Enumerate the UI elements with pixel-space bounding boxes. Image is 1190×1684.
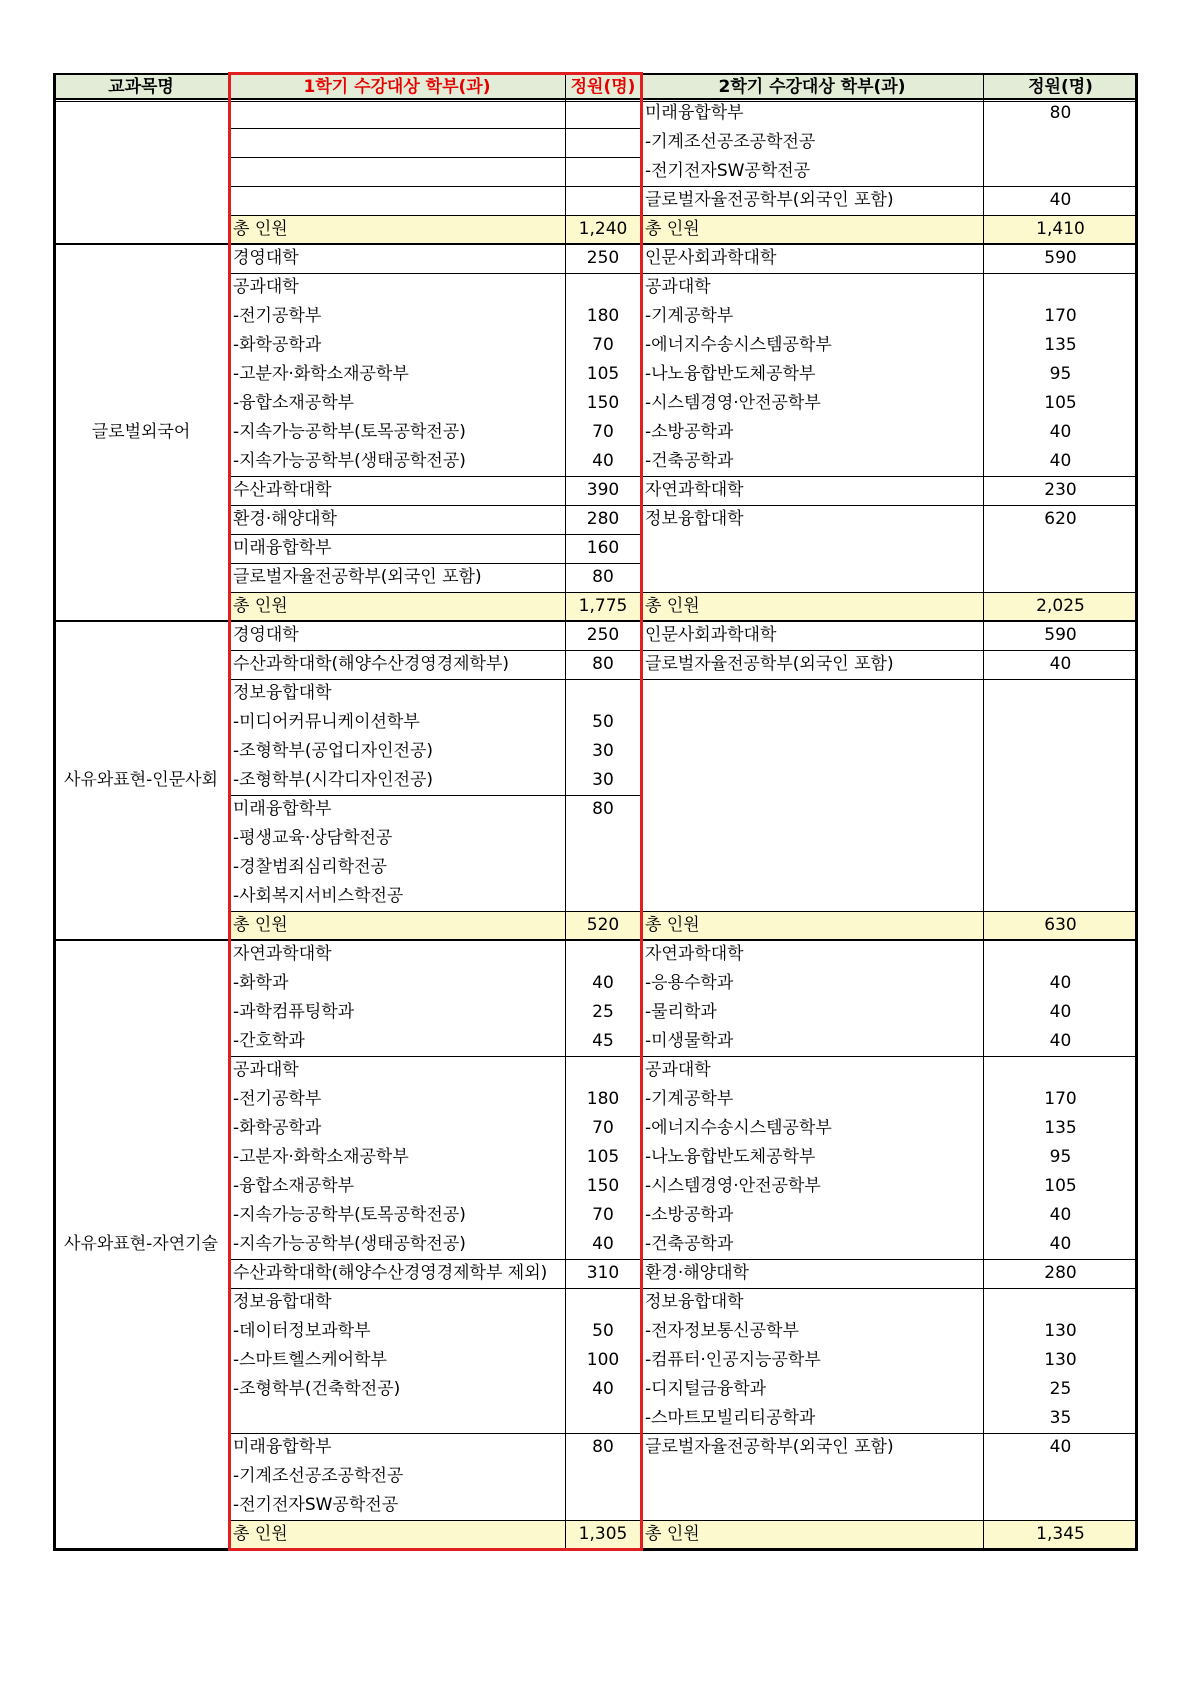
capacity-value: 620 — [1044, 509, 1077, 529]
department-name: -지속가능공학부(생태공학전공) — [233, 1234, 466, 1254]
grid-line — [983, 73, 984, 1551]
capacity-value: 30 — [592, 770, 614, 790]
capacity-value: 150 — [586, 1176, 620, 1196]
total-value: 1,345 — [1036, 1524, 1085, 1544]
capacity-value: 25 — [1049, 1379, 1072, 1399]
grid-line — [229, 534, 641, 535]
capacity-value: 70 — [592, 1205, 614, 1225]
header-course: 교과목명 — [53, 73, 229, 99]
capacity-value: 80 — [592, 799, 614, 819]
department-name: -컴퓨터·인공지능공학부 — [645, 1350, 821, 1370]
department-name: 미래융합학부 — [233, 799, 332, 819]
department-name: -디지털금융학과 — [645, 1379, 767, 1399]
grid-line — [1135, 73, 1138, 1551]
capacity-value — [983, 1491, 1138, 1520]
department-name: 미래융합학부 — [233, 538, 332, 558]
department-name: 정보융합대학 — [233, 1292, 332, 1312]
capacity-value — [565, 1462, 641, 1491]
department-name: 자연과학대학 — [645, 480, 744, 500]
department-name — [229, 157, 565, 186]
capacity-value: 95 — [1049, 364, 1072, 384]
department-name: -사회복지서비스학전공 — [233, 886, 404, 906]
course-name: 사유와표현-자연기술 — [64, 1234, 218, 1254]
capacity-value: 150 — [586, 393, 620, 413]
grid-line — [641, 679, 1138, 680]
grid-line — [641, 505, 1138, 506]
capacity-value — [565, 1288, 641, 1317]
department-name: 경영대학 — [233, 625, 299, 645]
department-name: 인문사회과학대학 — [645, 625, 777, 645]
department-name — [641, 1462, 983, 1491]
total-label: 총 인원 — [233, 915, 288, 935]
capacity-value: 170 — [1044, 1089, 1077, 1109]
department-name: -스마트모빌리티공학과 — [645, 1408, 816, 1428]
grid-line — [53, 1548, 1138, 1551]
capacity-value: 40 — [1049, 654, 1072, 674]
department-name: 환경·해양대학 — [645, 1263, 749, 1283]
department-name: 수산과학대학(해양수산경영경제학부) — [233, 654, 510, 674]
department-name: 공과대학 — [233, 277, 299, 297]
capacity-value: 45 — [592, 1031, 614, 1051]
department-name: -스마트헬스케어학부 — [233, 1350, 387, 1370]
grid-line — [229, 157, 641, 158]
capacity-value: 50 — [592, 1321, 614, 1341]
capacity-value: 130 — [1044, 1350, 1077, 1370]
capacity-value: 40 — [592, 973, 614, 993]
grid-line — [641, 215, 1138, 216]
capacity-value — [983, 853, 1138, 882]
grid-line — [229, 505, 641, 506]
capacity-value — [565, 1056, 641, 1085]
department-name: -과학컴퓨팅학과 — [233, 1002, 355, 1022]
department-name: -시스템경영·안전공학부 — [645, 393, 821, 413]
total-label: 총 인원 — [233, 219, 288, 239]
total-value: 1,775 — [578, 596, 628, 616]
department-name: -기계공학부 — [645, 1089, 734, 1109]
department-name: -전기공학부 — [233, 306, 322, 326]
enrollment-table — [53, 73, 1138, 1557]
department-name: 수산과학대학 — [233, 480, 332, 500]
department-name — [641, 679, 983, 708]
capacity-value — [565, 128, 641, 157]
department-name: 환경·해양대학 — [233, 509, 337, 529]
department-name — [641, 737, 983, 766]
capacity-value — [565, 186, 641, 215]
total-value: 520 — [586, 915, 620, 935]
department-name — [641, 795, 983, 824]
total-label: 총 인원 — [645, 915, 700, 935]
grid-line — [229, 1288, 641, 1289]
capacity-value: 40 — [1049, 422, 1072, 442]
department-name: -기계조선공조공학전공 — [233, 1466, 404, 1486]
grid-line — [229, 128, 641, 129]
department-name — [641, 1491, 983, 1520]
department-name: -기계조선공조공학전공 — [645, 132, 816, 152]
department-name: -고분자·화학소재공학부 — [233, 364, 409, 384]
capacity-value — [983, 273, 1138, 302]
grid-line — [641, 911, 1138, 912]
department-name: 글로벌자율전공학부(외국인 포함) — [233, 567, 482, 587]
capacity-value — [983, 563, 1138, 592]
grid-line — [565, 73, 566, 1551]
department-name: -지속가능공학부(토목공학전공) — [233, 1205, 466, 1225]
capacity-value: 40 — [1049, 1437, 1072, 1457]
total-value: 1,410 — [1036, 219, 1085, 239]
capacity-value: 105 — [586, 1147, 620, 1167]
department-name — [229, 128, 565, 157]
capacity-value: 40 — [1049, 451, 1072, 471]
department-name: -나노융합반도체공학부 — [645, 1147, 816, 1167]
capacity-value — [983, 940, 1138, 969]
department-name: 경영대학 — [233, 248, 299, 268]
capacity-value: 105 — [586, 364, 620, 384]
capacity-value: 30 — [592, 741, 614, 761]
department-name — [229, 186, 565, 215]
capacity-value — [565, 940, 641, 969]
capacity-value: 105 — [1044, 1176, 1077, 1196]
department-name: 인문사회과학대학 — [645, 248, 777, 268]
capacity-value: 70 — [592, 335, 614, 355]
grid-line — [229, 795, 641, 796]
grid-line — [229, 73, 230, 1551]
total-value: 1,305 — [578, 1524, 628, 1544]
header-capacity1: 정원(명) — [565, 73, 641, 99]
grid-line — [641, 1433, 1138, 1434]
capacity-value: 130 — [1044, 1321, 1077, 1341]
grid-line — [229, 1433, 641, 1434]
department-name — [641, 766, 983, 795]
capacity-value: 310 — [586, 1263, 620, 1283]
capacity-value: 250 — [586, 625, 620, 645]
capacity-value — [983, 1056, 1138, 1085]
grid-line — [641, 592, 1138, 593]
department-name — [229, 1404, 565, 1433]
department-name: -물리학과 — [645, 1002, 717, 1022]
course-name: 사유와표현-인문사회 — [64, 770, 218, 790]
total-value: 2,025 — [1036, 596, 1085, 616]
department-name: 자연과학대학 — [233, 944, 332, 964]
department-name: -지속가능공학부(토목공학전공) — [233, 422, 466, 442]
capacity-value: 95 — [1049, 1147, 1072, 1167]
department-name: 수산과학대학(해양수산경영경제학부 제외) — [233, 1263, 548, 1283]
grid-line — [229, 563, 641, 564]
capacity-value: 160 — [586, 538, 620, 558]
capacity-value: 250 — [586, 248, 620, 268]
capacity-value — [565, 824, 641, 853]
department-name: 글로벌자율전공학부(외국인 포함) — [645, 654, 894, 674]
capacity-value: 40 — [1049, 1002, 1072, 1022]
department-name: -에너지수송시스템공학부 — [645, 1118, 832, 1138]
department-name: -소방공학과 — [645, 422, 734, 442]
department-name: -고분자·화학소재공학부 — [233, 1147, 409, 1167]
capacity-value — [983, 824, 1138, 853]
course-name — [53, 99, 229, 244]
department-name: -전기전자SW공학전공 — [645, 161, 811, 181]
department-name — [641, 563, 983, 592]
capacity-value: 40 — [1049, 1031, 1072, 1051]
grid-line — [229, 476, 641, 477]
capacity-value: 180 — [586, 306, 620, 326]
grid-line — [53, 98, 1138, 100]
capacity-value: 35 — [1049, 1408, 1072, 1428]
total-value: 630 — [1044, 915, 1077, 935]
capacity-value: 170 — [1044, 306, 1077, 326]
capacity-value: 40 — [1049, 1234, 1072, 1254]
department-name: 정보융합대학 — [645, 1292, 744, 1312]
total-value: 1,240 — [578, 219, 628, 239]
department-name: -간호학과 — [233, 1031, 305, 1051]
capacity-value: 70 — [592, 422, 614, 442]
department-name — [641, 824, 983, 853]
capacity-value — [983, 679, 1138, 708]
capacity-value: 390 — [586, 480, 620, 500]
department-name: -전자정보통신공학부 — [645, 1321, 799, 1341]
capacity-value — [983, 766, 1138, 795]
department-name: -화학과 — [233, 973, 289, 993]
capacity-value: 40 — [1049, 973, 1072, 993]
department-name: -건축공학과 — [645, 1234, 734, 1254]
capacity-value — [565, 679, 641, 708]
total-label: 총 인원 — [645, 596, 700, 616]
department-name: 공과대학 — [645, 1060, 711, 1080]
capacity-value — [565, 1404, 641, 1433]
capacity-value: 100 — [586, 1350, 620, 1370]
department-name: -전기공학부 — [233, 1089, 322, 1109]
department-name — [641, 534, 983, 563]
department-name: -응용수학과 — [645, 973, 734, 993]
capacity-value: 135 — [1044, 335, 1077, 355]
grid-line — [229, 215, 641, 216]
department-name: -데이터정보과학부 — [233, 1321, 371, 1341]
department-name: -화학공학과 — [233, 335, 322, 355]
capacity-value: 25 — [592, 1002, 614, 1022]
grid-line — [229, 650, 641, 651]
grid-line — [53, 101, 1138, 102]
grid-line — [641, 186, 1138, 187]
department-name: 글로벌자율전공학부(외국인 포함) — [645, 190, 894, 210]
capacity-value: 135 — [1044, 1118, 1077, 1138]
capacity-value — [565, 1491, 641, 1520]
capacity-value — [565, 99, 641, 128]
capacity-value: 40 — [592, 451, 614, 471]
department-name: -소방공학과 — [645, 1205, 734, 1225]
department-name: 정보융합대학 — [233, 683, 332, 703]
capacity-value — [983, 1462, 1138, 1491]
capacity-value — [983, 795, 1138, 824]
capacity-value: 40 — [592, 1379, 614, 1399]
department-name — [229, 99, 565, 128]
total-label: 총 인원 — [233, 1524, 288, 1544]
department-name: -건축공학과 — [645, 451, 734, 471]
capacity-value — [983, 157, 1138, 186]
capacity-value — [983, 882, 1138, 911]
header-capacity2: 정원(명) — [983, 73, 1138, 99]
department-name: 미래융합학부 — [645, 103, 744, 123]
grid-line — [229, 1056, 641, 1057]
department-name: 공과대학 — [645, 277, 711, 297]
capacity-value — [565, 157, 641, 186]
capacity-value: 280 — [1044, 1263, 1077, 1283]
grid-line — [229, 1520, 641, 1521]
capacity-value: 40 — [1049, 190, 1072, 210]
capacity-value: 70 — [592, 1118, 614, 1138]
department-name: -융합소재공학부 — [233, 393, 355, 413]
capacity-value: 80 — [1049, 103, 1072, 123]
department-name: -지속가능공학부(생태공학전공) — [233, 451, 466, 471]
total-label: 총 인원 — [645, 219, 700, 239]
grid-line — [641, 73, 642, 1551]
capacity-value — [983, 128, 1138, 157]
grid-line — [229, 679, 641, 680]
grid-line — [229, 186, 641, 187]
capacity-value: 40 — [592, 1234, 614, 1254]
capacity-value — [983, 737, 1138, 766]
department-name: -에너지수송시스템공학부 — [645, 335, 832, 355]
department-name: 미래융합학부 — [233, 1437, 332, 1457]
capacity-value: 80 — [592, 654, 614, 674]
department-name: -전기전자SW공학전공 — [233, 1495, 399, 1515]
department-name: -경찰범죄심리학전공 — [233, 857, 387, 877]
grid-line — [641, 650, 1138, 651]
capacity-value: 80 — [592, 567, 614, 587]
capacity-value: 590 — [1044, 625, 1077, 645]
capacity-value — [565, 853, 641, 882]
capacity-value: 180 — [586, 1089, 620, 1109]
grid-line — [229, 273, 641, 274]
department-name: -평생교육·상담학전공 — [233, 828, 393, 848]
department-name — [641, 708, 983, 737]
department-name: -조형학부(건축학전공) — [233, 1379, 401, 1399]
header-semester1: 1학기 수강대상 학부(과) — [229, 73, 565, 99]
department-name: 자연과학대학 — [645, 944, 744, 964]
capacity-value: 105 — [1044, 393, 1077, 413]
header-semester2: 2학기 수강대상 학부(과) — [641, 73, 983, 99]
course-name: 글로벌외국어 — [91, 422, 191, 442]
grid-line — [53, 73, 1138, 75]
department-name: 정보융합대학 — [645, 509, 744, 529]
department-name — [641, 853, 983, 882]
department-name: 공과대학 — [233, 1060, 299, 1080]
grid-line — [53, 73, 56, 1551]
grid-line — [641, 1056, 1138, 1057]
capacity-value — [983, 708, 1138, 737]
capacity-value: 40 — [1049, 1205, 1072, 1225]
grid-line — [641, 1520, 1138, 1521]
capacity-value — [565, 882, 641, 911]
department-name: -나노융합반도체공학부 — [645, 364, 816, 384]
grid-line — [641, 1288, 1138, 1289]
capacity-value: 50 — [592, 712, 614, 732]
capacity-value — [983, 1288, 1138, 1317]
capacity-value — [983, 534, 1138, 563]
grid-line — [641, 476, 1138, 477]
department-name: -기계공학부 — [645, 306, 734, 326]
department-name: -조형학부(시각디자인전공) — [233, 770, 434, 790]
department-name: -미생물학과 — [645, 1031, 734, 1051]
department-name: -융합소재공학부 — [233, 1176, 355, 1196]
department-name: -조형학부(공업디자인전공) — [233, 741, 434, 761]
grid-line — [641, 273, 1138, 274]
department-name: -미디어커뮤니케이션학부 — [233, 712, 420, 732]
total-label: 총 인원 — [645, 1524, 700, 1544]
grid-line — [229, 1259, 641, 1260]
grid-line — [229, 592, 641, 593]
capacity-value: 80 — [592, 1437, 614, 1457]
capacity-value: 230 — [1044, 480, 1077, 500]
capacity-value — [565, 273, 641, 302]
department-name: 글로벌자율전공학부(외국인 포함) — [645, 1437, 894, 1457]
department-name: -시스템경영·안전공학부 — [645, 1176, 821, 1196]
department-name — [641, 882, 983, 911]
total-label: 총 인원 — [233, 596, 288, 616]
grid-line — [229, 911, 641, 912]
grid-line — [641, 1259, 1138, 1260]
capacity-value: 280 — [586, 509, 620, 529]
department-name: -화학공학과 — [233, 1118, 322, 1138]
capacity-value: 590 — [1044, 248, 1077, 268]
